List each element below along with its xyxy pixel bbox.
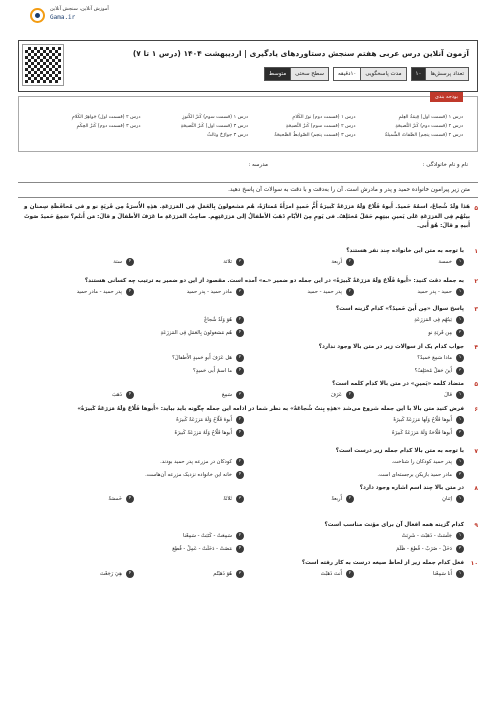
option-number-icon: ۲ (346, 391, 354, 399)
answer-option[interactable] (354, 288, 464, 296)
option-text: قالَ (444, 392, 452, 398)
question-number: ۴ (474, 344, 478, 351)
option-number-icon: ۴ (236, 545, 244, 553)
option-text: سَمِعَتْ - کَتَبَتْ - سَمِعْنا (183, 533, 232, 539)
question-list (0, 240, 496, 700)
topic-item: درس ۳ (قسمت اول) کَنزُ النَّصیحَةِ (180, 124, 248, 129)
option-text: أَبوها فَلّاحٌ وَلَها مَزرَعَةٌ کَبیرَةٌ (393, 417, 452, 423)
site-domain[interactable]: Gama.ir (50, 14, 76, 21)
meta-value: ۱۰ (412, 68, 426, 80)
gama-logo-icon (30, 8, 45, 23)
question (24, 485, 464, 503)
option-number-icon: ۱ (456, 316, 464, 324)
option-text: ذَهَبَ (111, 392, 122, 398)
topic-item: درس ۲ (قسمت اول) جَواهِرُ الکَلامِ (71, 115, 141, 120)
option-text: ثلاثة (223, 259, 232, 265)
option-text: اِثنانِ (442, 496, 452, 502)
option-number-icon: ۴ (126, 570, 134, 578)
option-list (24, 532, 464, 553)
option-list (24, 570, 464, 578)
question-number: ۹ (474, 522, 478, 529)
answer-option[interactable] (354, 495, 464, 503)
answer-option[interactable] (244, 354, 464, 362)
site-name: آموزش آنلاین، سنجش آنلاین (50, 6, 109, 12)
answer-option[interactable] (24, 545, 244, 553)
answer-option[interactable] (24, 429, 244, 437)
option-text: هُوَ وَلَدٌ شُجاعٌ (204, 317, 232, 323)
option-text: خمسة (438, 259, 452, 265)
option-number-icon: ۲ (236, 532, 244, 540)
option-number-icon: ۱ (456, 288, 464, 296)
option-text: خَمسَةٌ (108, 496, 122, 502)
option-number-icon: ۱ (456, 532, 464, 540)
answer-option[interactable] (24, 391, 134, 399)
meta-label: مدت پاسخگویی (360, 68, 405, 80)
topic-badge: بودجه بندی (430, 92, 463, 102)
option-number-icon: ۳ (236, 258, 244, 266)
option-text: جَلَسَتْ - ذَهَبْتَ - شَرِبَتْ (401, 533, 452, 539)
option-number-icon: ۴ (126, 258, 134, 266)
question-text: فعل کدام جمله زیر از لحاظ صیغه درست به کار رفته است؟ (301, 560, 464, 566)
question-text: جواب کدام یک از سوالات زیر در متن بالا وجود ندارد؟ (318, 344, 464, 350)
exam-title: آزمون آنلاین درس عربی هفتم سنجش دستاوردهای یادگیری | اردیبهشت ۱۴۰۴ (درس ۱ تا ۷) (132, 49, 469, 58)
option-text: أربعة (331, 259, 342, 265)
site-brand (50, 6, 109, 21)
topic-list (33, 115, 463, 138)
option-text: ثَلاثَةٌ (223, 496, 232, 502)
option-text: پدر حمید - حمید (307, 289, 342, 295)
question (24, 248, 464, 266)
option-number-icon: ۲ (346, 495, 354, 503)
answer-option[interactable] (244, 471, 464, 479)
exam-header (18, 40, 478, 92)
option-number-icon: ۲ (346, 570, 354, 578)
topic-item: درس ۳ جوارُحُ وثالثٌ (207, 133, 248, 138)
answer-option[interactable] (24, 532, 244, 540)
topic-item: درس ۲ (قسمت پنجم) الصِّفاتُ الشَّمیلةُ (384, 133, 463, 138)
question-text: با توجه به متن بالا کدام جمله زیر درست است؟ (335, 448, 464, 454)
option-number-icon: ۱ (456, 258, 464, 266)
option-number-icon: ۲ (236, 416, 244, 424)
option-text: ماذا سَمِعَ حَمیدٌ؟ (417, 355, 452, 361)
option-text: أَبوهُ فَلّاحٌ وَلَهُ مَزرَعَةٌ کَبیرَةٌ (176, 417, 232, 423)
answer-option[interactable] (24, 471, 244, 479)
option-number-icon: ۱ (456, 354, 464, 362)
question-text: به جمله دقت کنید: «أَبوهُ فَلّاحٌ وَلَهُ مَزرَعَةٌ کَبیرَةٌ» در این جمله دو ضمیر «ـه» آمده است. مقصود از این دو ضمیر به ترتیب چه کسانی هستند؟ (84, 278, 464, 284)
answer-option[interactable] (244, 495, 354, 503)
question-text: در متن بالا چند اسم اشاره وجود دارد؟ (359, 485, 464, 491)
question (24, 278, 464, 296)
option-text: مادر حمید بازیکن برجسته‌ای است. (377, 472, 452, 478)
answer-option[interactable] (134, 391, 244, 399)
answer-option[interactable] (24, 288, 134, 296)
question-text: با توجه به متن این خانواده چند نفر هستند؟ (346, 248, 464, 254)
option-number-icon: ۴ (236, 429, 244, 437)
option-text: دَخَلْ - ضَرَبْ - قُطِعَ - ظَلَمَ (396, 546, 452, 552)
option-text: خانه این خانواده نزدیک مزرعه آن‌هاست. (145, 472, 232, 478)
topic-item: درس ۱ (قسمت سوم) کَنزُ الکُنوزِ (182, 115, 248, 120)
meta-value: متوسط (265, 68, 290, 80)
option-text: بَیتُهُم فِی المَزرَعَةِ (414, 317, 452, 323)
option-number-icon: ۳ (456, 471, 464, 479)
question-number: ۲ (474, 278, 478, 285)
topic-item: درس ۱ (قسمت اول) قِیمَةُ العِلمِ (398, 115, 463, 120)
question-number: ۸ (474, 485, 478, 492)
answer-option[interactable] (24, 316, 244, 324)
answer-option[interactable] (354, 391, 464, 399)
answer-option[interactable] (244, 316, 464, 324)
option-number-icon: ۴ (236, 367, 244, 375)
exam-meta (264, 67, 469, 81)
question (24, 344, 464, 375)
student-info (18, 158, 478, 178)
option-number-icon: ۳ (236, 288, 244, 296)
option-list (24, 391, 464, 399)
option-number-icon: ۳ (236, 570, 244, 578)
answer-option[interactable] (244, 288, 354, 296)
question-text: فرض کنید متن بالا با این جمله شروع می‌شد «هذِهِ بِنتٌ شُجاعَةٌ» به نظر شما در ادامه این جمله چگونه باید بیاید: «أَبوها فَلّاحٌ وَلَهُ مَزرَعَةٌ کَبیرَةٌ» (77, 406, 464, 412)
qr-code-icon (23, 45, 63, 85)
option-list (24, 288, 464, 296)
answer-option[interactable] (134, 258, 244, 266)
answer-option[interactable] (24, 329, 244, 337)
topic-budget (18, 96, 478, 152)
option-text: أَربعةٌ (331, 496, 342, 502)
option-text: حمید - پدر حمید (417, 289, 452, 295)
option-number-icon: ۴ (126, 495, 134, 503)
option-number-icon: ۳ (456, 545, 464, 553)
option-number-icon: ۴ (126, 391, 134, 399)
meta-difficulty (264, 67, 329, 81)
option-text: سَمِعَ (221, 392, 232, 398)
option-text: کودکان در مزرعه پدر حمید بودند. (160, 459, 232, 465)
option-number-icon: ۲ (346, 288, 354, 296)
answer-option[interactable] (354, 258, 464, 266)
answer-option[interactable] (24, 495, 134, 503)
option-text: هُوَ ذَهَبْتُم (213, 571, 232, 577)
option-text: پدر حمید - مادر حمید (76, 289, 122, 295)
meta-question-count (411, 67, 469, 81)
option-text: هَل عَرَفَ أَبو حَمیدٍ الأَطفالَ؟ (172, 355, 232, 361)
option-text: أَنا سَمِعْنا (432, 571, 452, 577)
option-list (24, 495, 464, 503)
answer-option[interactable] (244, 429, 464, 437)
option-number-icon: ۴ (236, 329, 244, 337)
meta-value: ۱۰دقیقه (334, 68, 360, 80)
option-text: مِن قَریَةِ نو (428, 330, 452, 336)
option-list (24, 316, 464, 337)
option-text: مادر حمید - پدر حمید (186, 289, 232, 295)
option-text: هِيَ رَجَعْتَ (99, 571, 122, 577)
student-name-label: نام و نام خانوادگی : (422, 162, 468, 168)
option-number-icon: ۱ (456, 391, 464, 399)
question (24, 522, 464, 553)
option-number-icon: ۲ (236, 316, 244, 324)
answer-option[interactable] (244, 458, 464, 466)
option-list (24, 458, 464, 479)
meta-label: سطح سختی (290, 68, 328, 80)
option-text: عَرَفَ (330, 392, 342, 398)
school-label: مدرسه : (248, 162, 268, 168)
question (24, 560, 464, 578)
option-number-icon: ۳ (456, 429, 464, 437)
answer-option[interactable] (24, 458, 244, 466)
question-number: ۶ (474, 406, 478, 413)
question (24, 381, 464, 399)
answer-option[interactable] (244, 545, 464, 553)
option-list (24, 258, 464, 266)
answer-option[interactable] (244, 258, 354, 266)
question-number: ۱ (474, 248, 478, 255)
option-number-icon: ۲ (236, 458, 244, 466)
question-number: ۵ (474, 381, 478, 388)
question-text: کدام گزینه همه افعال آن برای مؤنث مناسب است؟ (324, 522, 464, 528)
question-text: متضاد کلمه «یَمینِ» در متن بالا کدام کلمه است؟ (332, 381, 464, 387)
option-number-icon: ۴ (236, 471, 244, 479)
option-number-icon: ۱ (456, 495, 464, 503)
question (24, 448, 464, 479)
option-text: أَبوها فَلّاحَةٌ وَلَهُ مَزرَعَةٌ کَبیرَةٌ (391, 430, 452, 436)
answer-option[interactable] (134, 570, 244, 578)
option-number-icon: ۱ (456, 570, 464, 578)
option-text: أَینَ حَقلٌ مُختَلِفٌ؟ (414, 368, 452, 374)
answer-option[interactable] (244, 329, 464, 337)
option-text: أَنتَ ذَهَبْتَ (320, 571, 342, 577)
answer-option[interactable] (134, 288, 244, 296)
meta-duration (333, 67, 407, 81)
option-number-icon: ۳ (236, 391, 244, 399)
option-number-icon: ۳ (456, 367, 464, 375)
question-number: ۳ (474, 306, 478, 313)
instruction: متن زیر پیرامون خانواده حمید و پدر و مادرش است. آن را به‌دقت و با دقت به سوالات آن پاسخ دهید. (18, 182, 478, 198)
option-list (24, 416, 464, 437)
question-number: ۱۰ (470, 560, 478, 567)
answer-option[interactable] (244, 570, 354, 578)
option-number-icon: ۲ (346, 258, 354, 266)
answer-option[interactable] (24, 367, 244, 375)
topic-item: درس ۲ (قسمت سوم) کَنزُ النَّصیحَةِ (285, 124, 356, 129)
answer-option[interactable] (24, 354, 244, 362)
topic-item: درس ۱ (قسمت دوم) نورُ الکَلامِ (292, 115, 356, 120)
answer-option[interactable] (134, 495, 244, 503)
answer-option[interactable] (354, 570, 464, 578)
answer-option[interactable] (24, 416, 244, 424)
topic-item: درس ۲ (قسمت دوم) کَنزُ النَّصیحَةِ (395, 124, 463, 129)
option-text: أَبوها فَلّاحٌ وَلَهُ مَزرَعَةٌ کَبیرَةٌ (174, 430, 232, 436)
reading-passage: هَذا وَلَدٌ شُجاعٌ، اسمُهُ حَمیدٌ. أَبوهُ فَلّاحٌ وَلَهُ مَزرَعَةٌ کَبیرَةٌ أُمُّ حَمیدٍ امرَأَةٌ مُمتازَةٌ، هُم مَشغولونَ بِالعَمَلِ فِی المَزرَعَةِ. هذِهِ الأُسرَةُ مِن قَریَةٍ نو و فی مُحافَظَةِ سِمنان و بیتُهُم فِی المَزرَعَةِ عَلی یَمینِ بیتِهِم حَقلٌ مُختَلِفٌ. فی یَومٍ مِنَ الأیّامِ ذَهَبَ الأطفالُ إلی مَزرَعَتِهِم. صاحِبُ المَزرَعَةِ ما عَرَفَ الأطفالَ و قالَ: مَن أَنتُم؟ سَمِعَ حَمیدٌ صَوتَ أَبیهِ و قالَ: هُوَ أَبی. (24, 204, 470, 230)
option-number-icon: ۳ (456, 329, 464, 337)
answer-option[interactable] (244, 367, 464, 375)
answer-option[interactable] (244, 532, 464, 540)
topic-item: درس ۳ (قسمت دوم) کَنزُ الحِکَمِ (76, 124, 141, 129)
option-text: ستة (113, 259, 122, 265)
passage-number: ۵ (474, 205, 478, 212)
topic-item: درس ۳ (قسمت پنجم) الصّوابطُ الصِّحیحَةُ (274, 133, 356, 138)
option-text: هُم مَشغولونَ بِالعَمَلِ فِی المَزرَعَةِ (160, 330, 232, 336)
meta-label: تعداد پرسش‌ها (425, 68, 468, 80)
answer-option[interactable] (24, 258, 134, 266)
option-number-icon: ۲ (236, 354, 244, 362)
option-text: مَضَتْ - دَخَلَتْ - عَمِلْ - قُطِعَ (172, 546, 232, 552)
option-number-icon: ۱ (456, 416, 464, 424)
option-number-icon: ۳ (236, 495, 244, 503)
question (24, 306, 464, 337)
answer-option[interactable] (24, 570, 134, 578)
option-number-icon: ۱ (456, 458, 464, 466)
answer-option[interactable] (244, 391, 354, 399)
option-list (24, 354, 464, 375)
question-number: ۷ (474, 448, 478, 455)
option-number-icon: ۴ (126, 288, 134, 296)
question (24, 406, 464, 437)
option-text: پدر حمید کودکان را شناخت. (391, 459, 452, 465)
question-text: پاسخ سوال «مِن أَینَ حَمیدٌ؟» کدام گزینه است؟ (335, 306, 464, 312)
answer-option[interactable] (244, 416, 464, 424)
option-text: ما اسمُ أَبی حَمیدٍ؟ (192, 368, 232, 374)
